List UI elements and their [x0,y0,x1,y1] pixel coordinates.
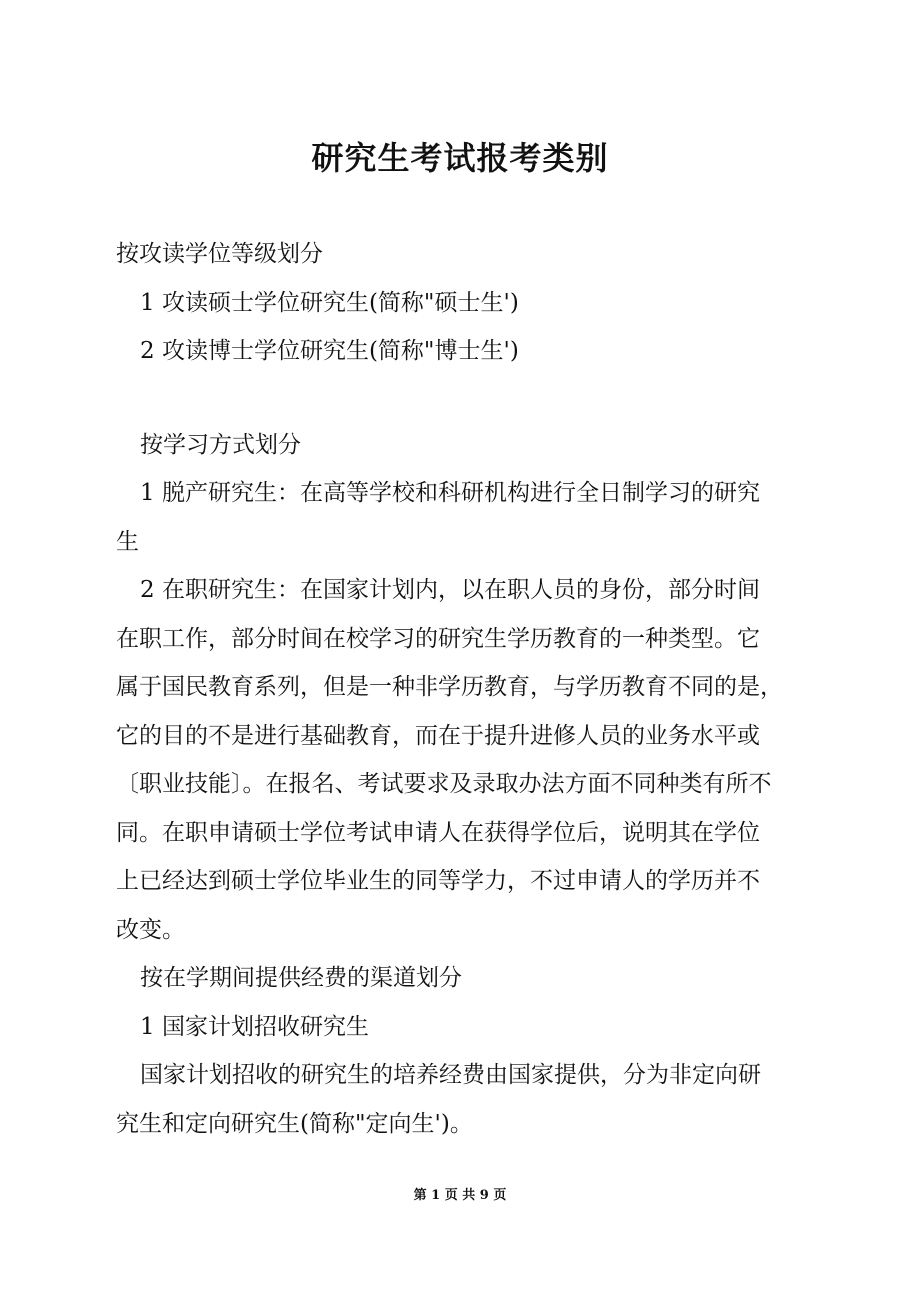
paragraph-line: 生 [116,528,139,555]
list-item-state-plan: 1 国家计划招收研究生 [140,1013,369,1040]
paragraph-line: 2 在职研究生：在国家计划内，以在职人员的身份，部分时间 [140,577,760,603]
paragraph-line: 改变。 [116,916,185,943]
list-item-masters: 1 攻读硕士学位研究生(简称"硕士生') [140,289,519,316]
paragraph-gap [116,376,830,421]
paragraph-line: 究生和定向研究生(简称"定向生')。 [116,1110,473,1137]
section-heading-study-mode: 按学习方式划分 [140,431,301,458]
paragraph-line: 1 脱产研究生：在高等学校和科研机构进行全日制学习的研究 [140,480,760,506]
section-heading-degree-level: 按攻读学位等级划分 [116,241,323,267]
document-title: 研究生考试报考类别 [311,139,609,177]
paragraph-line: 同。在职申请硕士学位考试申请人在获得学位后，说明其在学位 [116,819,760,846]
paragraph-line: 属于国民教育系列，但是一种非学历教育，与学历教育不同的是， [116,674,783,700]
paragraph-line: 在职工作，部分时间在校学习的研究生学历教育的一种类型。它 [116,625,760,652]
paragraph-line: 它的目的不是进行基础教育，而在于提升进修人员的业务水平或 [116,722,760,749]
list-item-doctoral: 2 攻读博士学位研究生(简称"博士生') [140,338,519,364]
paragraph-line: 上已经达到硕士学位毕业生的同等学力，不过申请人的学历并不 [116,868,760,894]
paragraph-line: 〔职业技能〕。在报名、考试要求及录取办法方面不同种类有所不 [116,771,772,797]
document-body [116,230,830,1148]
section-heading-funding-channel: 按在学期间提供经费的渠道划分 [140,965,462,991]
paragraph-line: 国家计划招收的研究生的培养经费由国家提供，分为非定向研 [140,1062,761,1088]
page-number-footer: 第 1 页 共 9 页 [413,1188,507,1203]
